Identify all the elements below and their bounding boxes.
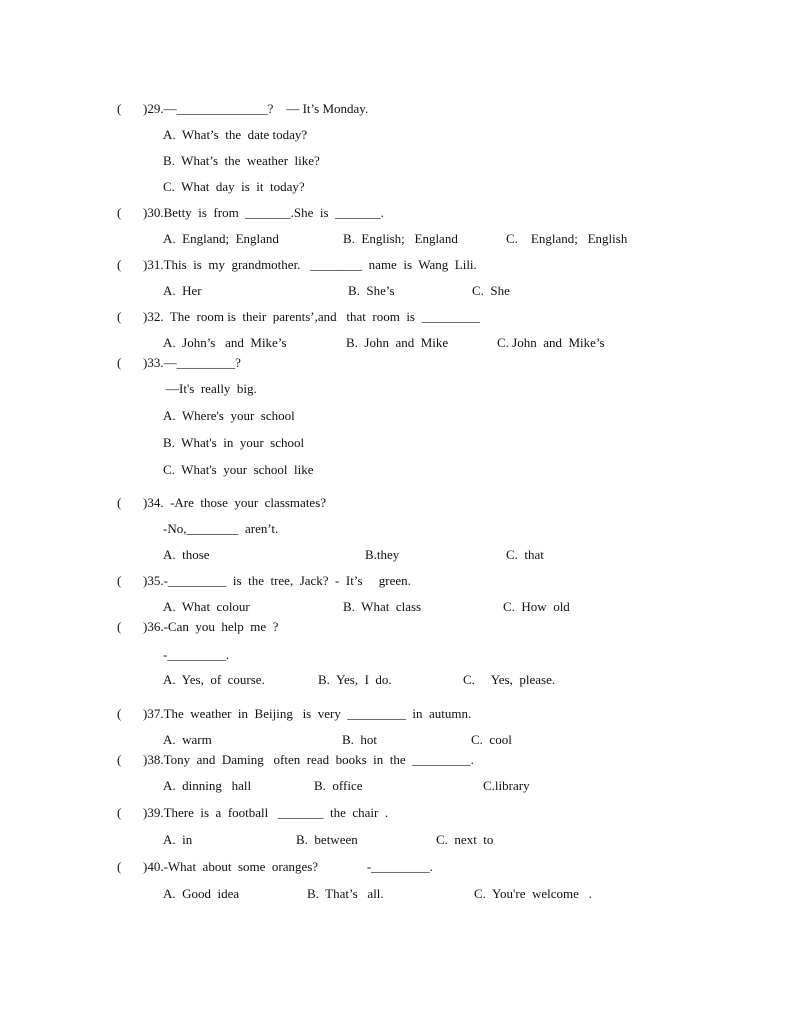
option-b[interactable]: B.they bbox=[365, 547, 400, 562]
option-c[interactable]: C. What day is it today? bbox=[163, 179, 305, 194]
answer-bracket[interactable]: ( bbox=[117, 752, 122, 767]
answer-bracket[interactable]: ( bbox=[117, 205, 122, 220]
option-a[interactable]: A. Good idea bbox=[163, 886, 240, 901]
option-b[interactable]: B. John and Mike bbox=[346, 335, 449, 350]
option-b[interactable]: B. She’s bbox=[348, 283, 395, 298]
option-c[interactable]: C. Yes, please. bbox=[463, 672, 556, 687]
option-b[interactable]: B. between bbox=[296, 832, 358, 847]
answer-bracket[interactable]: ( bbox=[117, 706, 122, 721]
option-c[interactable]: C. cool bbox=[471, 732, 512, 747]
option-c[interactable]: C. You're welcome . bbox=[474, 886, 592, 901]
option-b[interactable]: B. English; England bbox=[343, 231, 458, 246]
option-a[interactable]: A. Where's your school bbox=[163, 408, 295, 423]
option-a[interactable]: A. in bbox=[163, 832, 193, 847]
option-a[interactable]: A. What colour bbox=[163, 599, 250, 614]
question-stem: )32. The room is their parents’,and that room is _________ bbox=[143, 309, 480, 324]
option-c[interactable]: C. next to bbox=[436, 832, 494, 847]
question-stem: )33.—_________? bbox=[143, 355, 241, 370]
option-a[interactable]: A. dinning hall bbox=[163, 778, 252, 793]
option-b[interactable]: B. What class bbox=[343, 599, 422, 614]
question-stem: )30.Betty is from _______.She is _______. bbox=[143, 205, 384, 220]
answer-bracket[interactable]: ( bbox=[117, 495, 122, 510]
option-b[interactable]: B. office bbox=[314, 778, 363, 793]
option-c[interactable]: C. John and Mike’s bbox=[497, 335, 605, 350]
option-b[interactable]: B. What’s the weather like? bbox=[163, 153, 320, 168]
question-stem: )39.There is a football _______ the chair . bbox=[143, 805, 389, 820]
answer-bracket[interactable]: ( bbox=[117, 859, 122, 874]
question-stem: )37.The weather in Beijing is very _________ in autumn. bbox=[143, 706, 472, 721]
option-c[interactable]: C. that bbox=[506, 547, 544, 562]
question-stem: )36.-Can you help me ? bbox=[143, 619, 279, 634]
question-stem: )35.-_________ is the tree, Jack? - It’s green. bbox=[143, 573, 411, 588]
option-c[interactable]: C.library bbox=[483, 778, 530, 793]
answer-bracket[interactable]: ( bbox=[117, 573, 122, 588]
option-b[interactable]: B. That’s all. bbox=[307, 886, 384, 901]
option-b[interactable]: B. Yes, I do. bbox=[318, 672, 392, 687]
answer-bracket[interactable]: ( bbox=[117, 355, 122, 370]
option-a[interactable]: A. England; England bbox=[163, 231, 279, 246]
option-a[interactable]: A. Yes, of course. bbox=[163, 672, 265, 687]
option-a[interactable]: A. What’s the date today? bbox=[163, 127, 308, 142]
option-c[interactable]: C. What's your school like bbox=[163, 462, 314, 477]
option-c[interactable]: C. She bbox=[472, 283, 510, 298]
option-b[interactable]: B. What's in your school bbox=[163, 435, 305, 450]
question-stem: )40.-What about some oranges? -_________. bbox=[143, 859, 433, 874]
dialogue-reply: -_________. bbox=[163, 647, 230, 662]
option-a[interactable]: A. warm bbox=[163, 732, 212, 747]
answer-bracket[interactable]: ( bbox=[117, 257, 122, 272]
option-c[interactable]: C. England; English bbox=[506, 231, 628, 246]
option-a[interactable]: A. John’s and Mike’s bbox=[163, 335, 287, 350]
dialogue-reply: -No,________ aren’t. bbox=[163, 521, 279, 536]
answer-bracket[interactable]: ( bbox=[117, 101, 122, 116]
answer-bracket[interactable]: ( bbox=[117, 805, 122, 820]
question-stem: )38.Tony and Daming often read books in the _________. bbox=[143, 752, 474, 767]
answer-bracket[interactable]: ( bbox=[117, 619, 122, 634]
dialogue-reply: —It's really big. bbox=[166, 381, 257, 396]
option-b[interactable]: B. hot bbox=[342, 732, 378, 747]
question-stem: )34. -Are those your classmates? bbox=[143, 495, 327, 510]
option-c[interactable]: C. How old bbox=[503, 599, 570, 614]
answer-bracket[interactable]: ( bbox=[117, 309, 122, 324]
question-stem: )31.This is my grandmother. ________ name is Wang Lili. bbox=[143, 257, 477, 272]
option-a[interactable]: A. Her bbox=[163, 283, 202, 298]
option-a[interactable]: A. those bbox=[163, 547, 210, 562]
question-stem: )29.—______________? — It’s Monday. bbox=[143, 101, 369, 116]
